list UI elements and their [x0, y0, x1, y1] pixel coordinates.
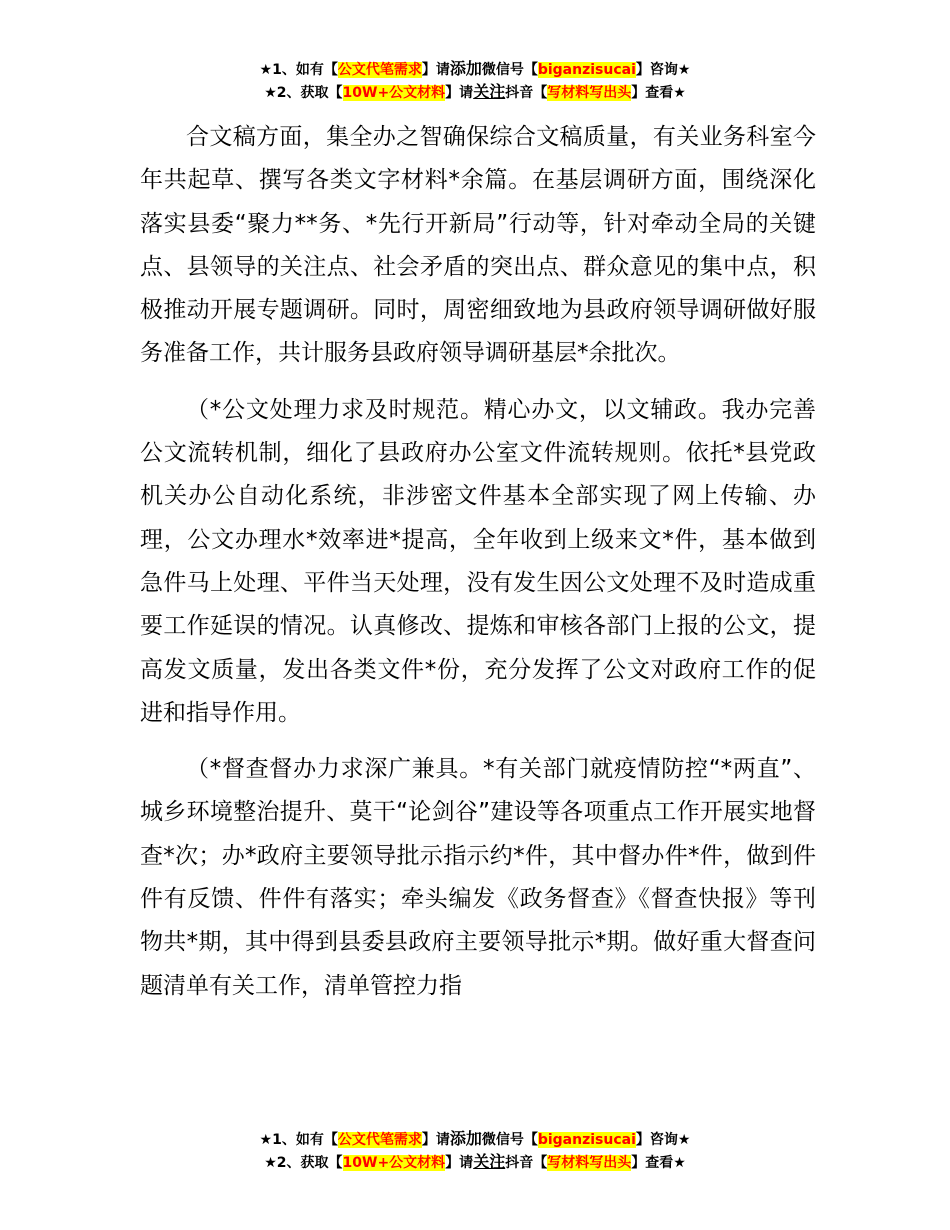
highlight-need: 公文代笔需求 [337, 1132, 422, 1148]
banner-text: 】咨询★ [635, 62, 691, 78]
banner-text-add: 添加 [449, 1129, 482, 1148]
banner-text: 】查看★ [631, 85, 686, 101]
highlight-materials: 10W+公文材料 [342, 85, 446, 101]
footer-banner [0, 1128, 950, 1174]
banner-text: 微信号【 [481, 62, 538, 78]
banner-line-2 [0, 1151, 950, 1174]
banner-text: ★2、获取【 [264, 85, 343, 101]
banner-text: 抖音【 [505, 1155, 548, 1171]
paragraph-3: （*督查督办力求深广兼具。*有关部门就疫情防控“*两直”、城乡环境整治提升、莫干“论剑谷”建设等各项重点工作开展实地督查*次；办*政府主要领导批示指示约*件，其中督办件*件，做到件件有反馈、件件有落实；牵头编发《政务督查》《督查快报》等刊物共*期，其中得到县委县政府主要领导批示*期。做好重大督查问题清单有关工作，清单管控力指 [140, 756, 816, 999]
highlight-wechat: biganzisucai [537, 62, 636, 78]
banner-line-1 [0, 1128, 950, 1151]
banner-line-2 [0, 81, 950, 104]
document-body [140, 116, 816, 1021]
banner-line-1 [0, 58, 950, 81]
banner-text: 】请 [445, 85, 474, 101]
banner-text: 】请 [421, 1132, 450, 1148]
banner-text: 抖音【 [505, 85, 548, 101]
banner-text-follow: 关注 [473, 1152, 506, 1171]
banner-text-add: 添加 [449, 59, 482, 78]
highlight-douyin: 写材料写出头 [547, 85, 632, 101]
highlight-need: 公文代笔需求 [337, 62, 422, 78]
banner-text: ★2、获取【 [264, 1155, 343, 1171]
paragraph-2: （*公文处理力求及时规范。精心办文，以文辅政。我办完善公文流转机制，细化了县政府办公室文件流转规则。依托*县党政机关办公自动化系统，非涉密文件基本全部实现了网上传输、办理，公文办理水*效率进*提高，全年收到上级来文*件，基本做到急件马上处理、平件当天处理，没有发生因公文处理不及时造成重要工作延误的情况。认真修改、提炼和审核各部门上报的公文，提高发文质量，发出各类文件*份，充分发挥了公文对政府工作的促进和指导作用。 [140, 396, 816, 726]
highlight-wechat: biganzisucai [537, 1132, 636, 1148]
banner-text: 微信号【 [481, 1132, 538, 1148]
highlight-douyin: 写材料写出头 [547, 1155, 632, 1171]
banner-text: 】查看★ [631, 1155, 686, 1171]
banner-text: ★1、如有【 [259, 62, 338, 78]
banner-text: 】请 [445, 1155, 474, 1171]
banner-text-follow: 关注 [473, 82, 506, 101]
paragraph-1: 合文稿方面，集全办之智确保综合文稿质量，有关业务科室今年共起草、撰写各类文字材料*余篇。在基层调研方面，围绕深化落实县委“聚力**务、*先行开新局”行动等，针对牵动全局的关键点、县领导的关注点、社会矛盾的突出点、群众意见的集中点，积极推动开展专题调研。同时，周密细致地为县政府领导调研做好服务准备工作，共计服务县政府领导调研基层*余批次。 [140, 124, 816, 367]
banner-text: ★1、如有【 [259, 1132, 338, 1148]
banner-text: 】咨询★ [635, 1132, 691, 1148]
banner-text: 】请 [421, 62, 450, 78]
highlight-materials: 10W+公文材料 [342, 1155, 446, 1171]
header-banner [0, 58, 950, 104]
